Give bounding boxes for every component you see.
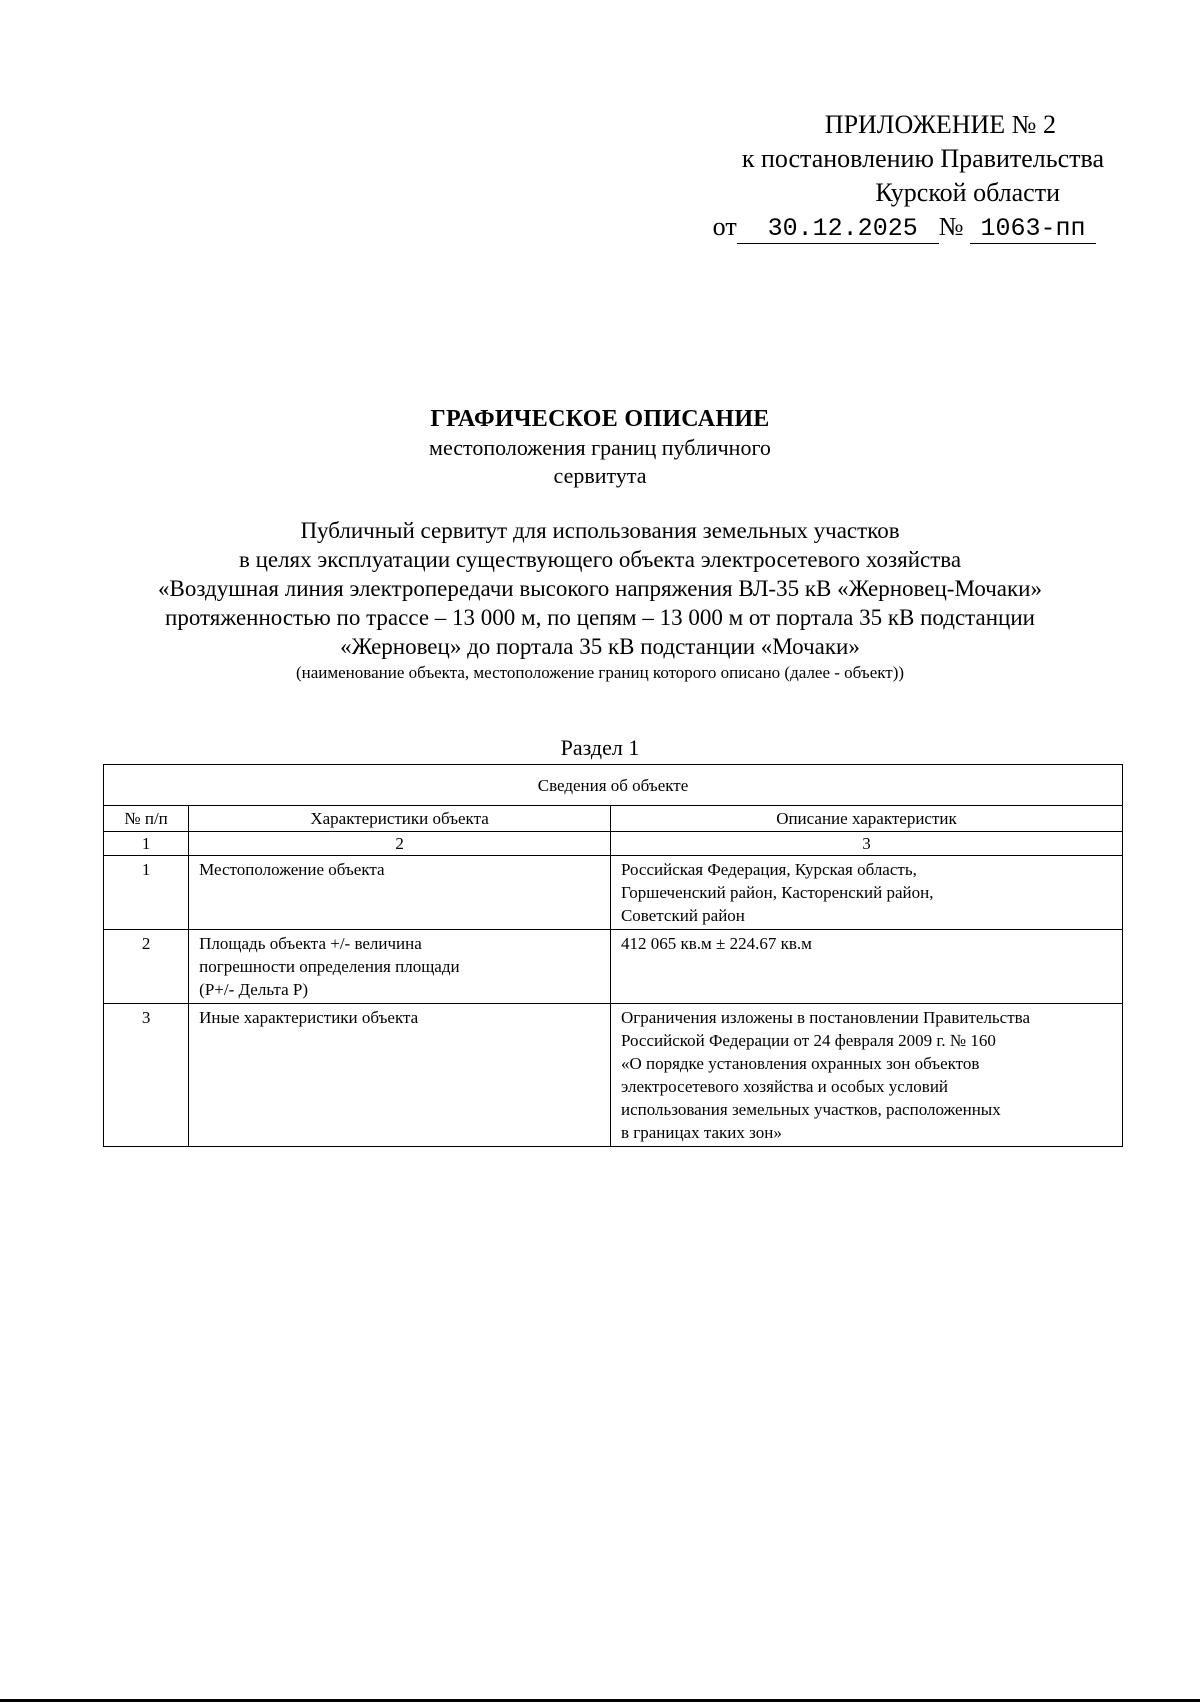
page-bottom-rule (0, 1699, 1200, 1702)
decree-number: 1063-пп (970, 215, 1096, 244)
number-prefix: № (938, 212, 964, 241)
decree-date: 30.12.2025 (737, 215, 939, 244)
section-title: Раздел 1 (560, 735, 640, 760)
servitude-line: в целях эксплуатации существующего объекта электросетевого хозяйства (238, 547, 962, 572)
servitude-line: «Воздушная линия электропередачи высокого напряжения ВЛ-35 кВ «Жерновец-Мочаки» (157, 576, 1042, 601)
appendix-decree-line: к постановлению Правительства (741, 144, 1104, 173)
cell-line: Горшеченский район, Касторенский район, (620, 883, 934, 902)
cell-line: Ограничения изложены в постановлении Правительства (620, 1008, 1031, 1027)
cell-line: Площадь объекта +/- величина (199, 934, 422, 953)
appendix-region-line: Курской области (875, 178, 1060, 207)
column-number: 2 (189, 832, 611, 856)
cell-line: в границах таких зон» (620, 1123, 782, 1142)
column-header-number: № п/п (104, 806, 189, 832)
date-prefix: от (712, 212, 737, 241)
cell-line: Советский район (620, 906, 745, 925)
cell-line: Российской Федерации от 24 февраля 2009 г. № 160 (620, 1031, 996, 1050)
cell-line: погрешности определения площади (199, 957, 460, 976)
servitude-line: протяженностью по трассе – 13 000 м, по цепям – 13 000 м от портала 35 кВ подстанции (165, 605, 1035, 630)
cell-line: «О порядке установления охранных зон объектов (620, 1054, 980, 1073)
cell-line: 412 065 кв.м ± 224.67 кв.м (620, 934, 812, 953)
column-number: 3 (610, 832, 1122, 856)
cell-line: Местоположение объекта (199, 860, 385, 879)
table-row (104, 1004, 1123, 1147)
servitude-line: Публичный сервитут для использования земельных участков (300, 518, 900, 543)
table-header-row (104, 806, 1123, 832)
row-description (610, 1004, 1122, 1147)
document-title-block (0, 404, 1200, 490)
servitude-line: «Жерновец» до портала 35 кВ подстанции «Мочаки» (340, 634, 860, 659)
appendix-date-line (604, 210, 1104, 244)
row-characteristic (189, 1004, 611, 1147)
row-number: 3 (104, 1004, 189, 1147)
column-header-description: Описание характеристик (610, 806, 1122, 832)
table-row (104, 856, 1123, 930)
row-characteristic (189, 930, 611, 1004)
row-number: 2 (104, 930, 189, 1004)
table-row (104, 930, 1123, 1004)
document-subtitle-line1: местоположения границ публичного (429, 435, 771, 460)
servitude-caption: (наименование объекта, местоположение границ которого описано (далее - объект)) (295, 663, 905, 682)
row-characteristic (189, 856, 611, 930)
cell-line: использования земельных участков, расположенных (620, 1100, 1001, 1119)
appendix-header (604, 108, 1104, 244)
row-description (610, 856, 1122, 930)
cell-line: Иные характеристики объекта (199, 1008, 419, 1027)
column-header-characteristic: Характеристики объекта (189, 806, 611, 832)
table-caption: Сведения об объекте (104, 765, 1123, 806)
object-info-table (103, 764, 1123, 1147)
servitude-description (0, 516, 1200, 685)
table-caption-row (104, 765, 1123, 806)
row-description (610, 930, 1122, 1004)
appendix-title: ПРИЛОЖЕНИЕ № 2 (824, 110, 1056, 139)
cell-line: Российская Федерация, Курская область, (620, 860, 917, 879)
column-number: 1 (104, 832, 189, 856)
row-number: 1 (104, 856, 189, 930)
document-title: ГРАФИЧЕСКОЕ ОПИСАНИЕ (430, 406, 770, 432)
column-number-row (104, 832, 1123, 856)
cell-line: электросетевого хозяйства и особых условий (620, 1077, 949, 1096)
cell-line: (Р+/- Дельта Р) (199, 980, 308, 999)
document-subtitle-line2: сервитута (553, 463, 647, 488)
